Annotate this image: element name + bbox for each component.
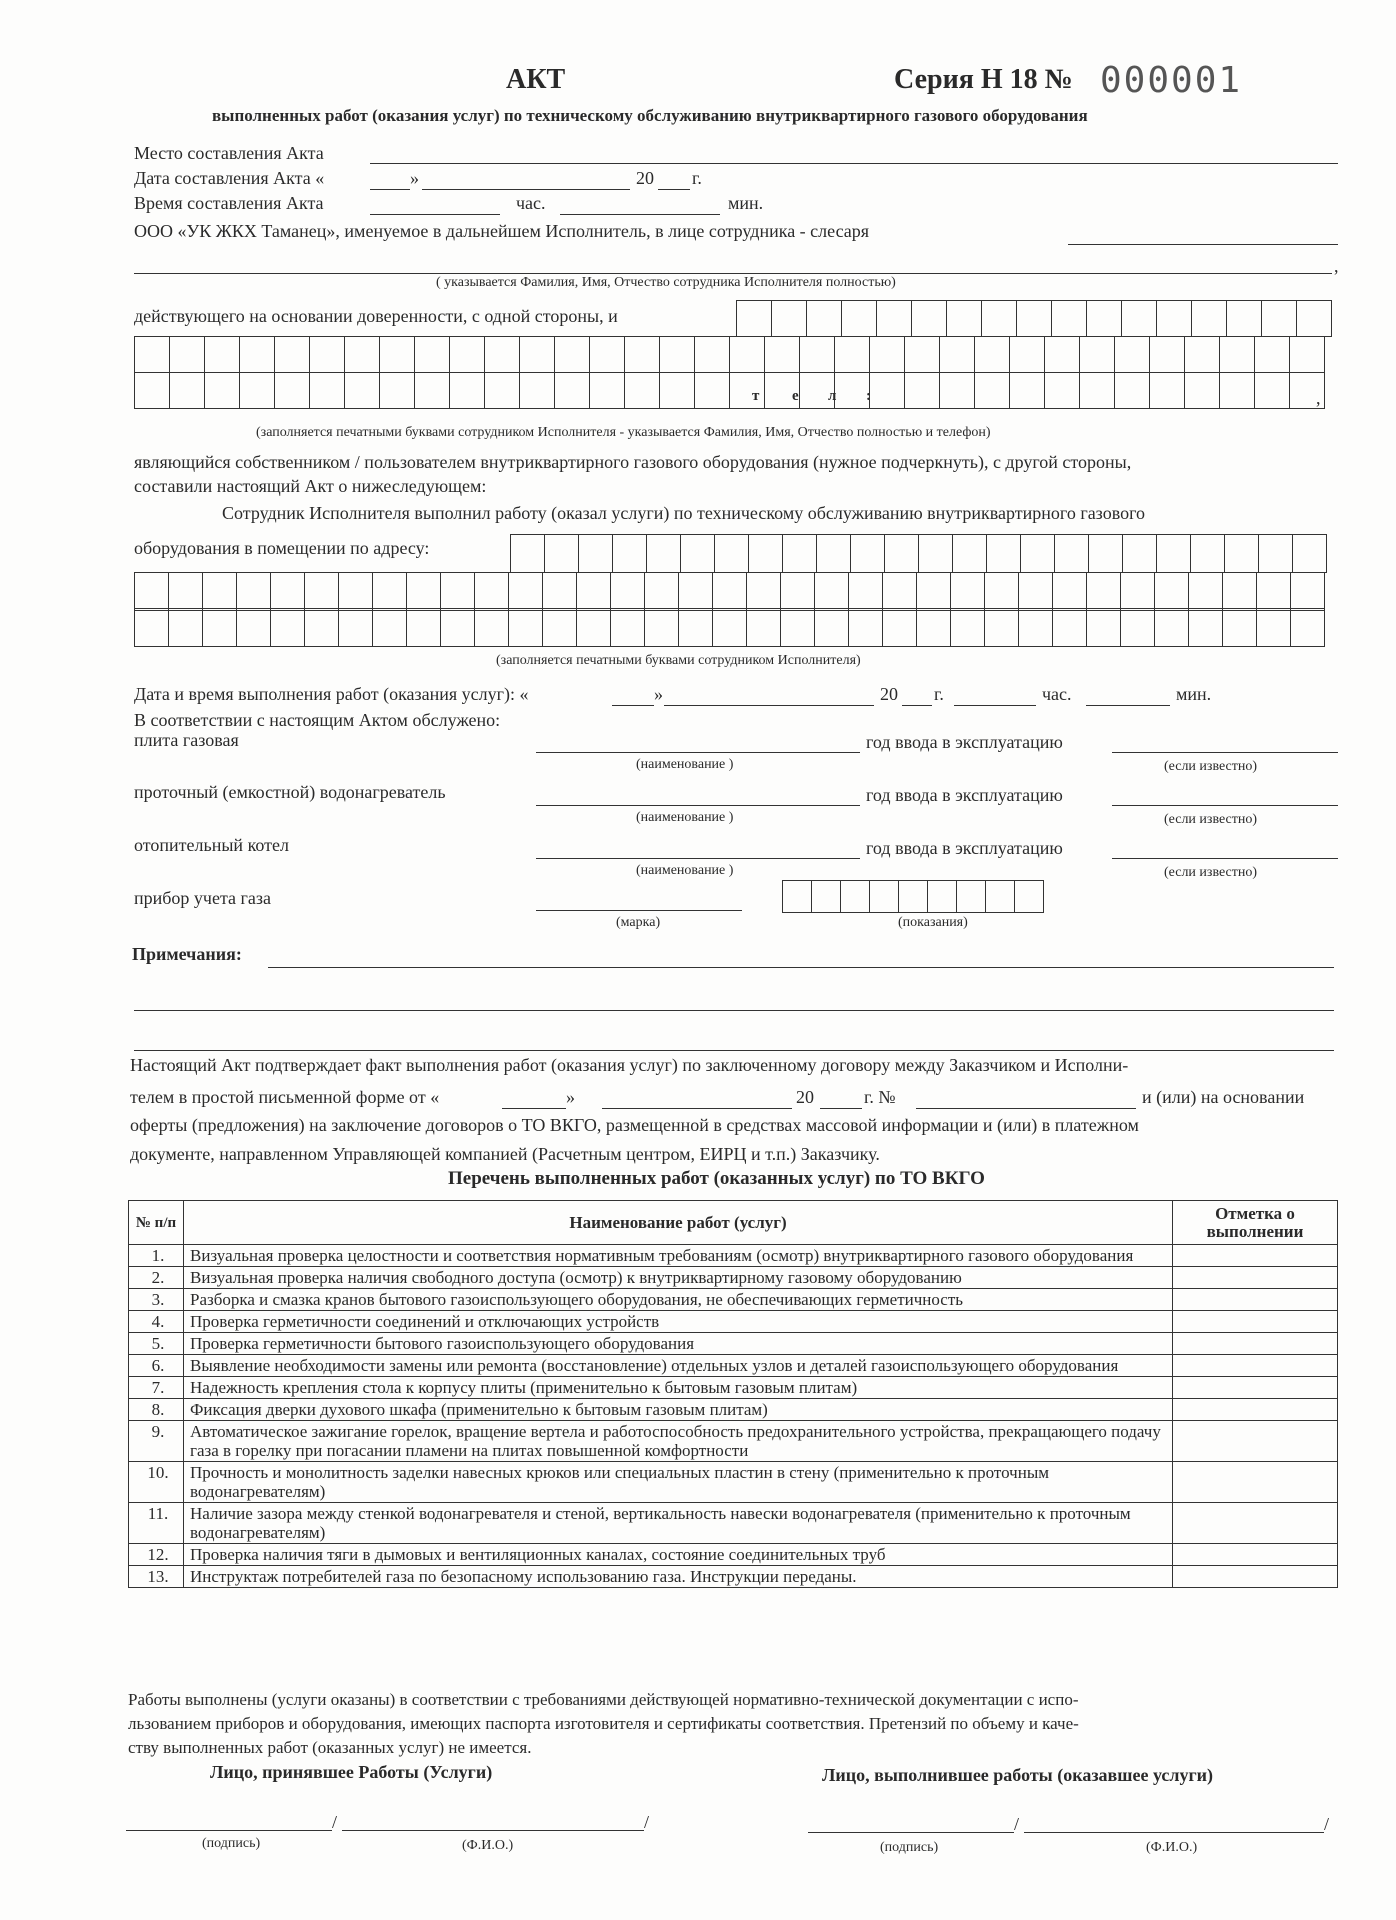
heater-if-known: (если известно) [1164,812,1258,827]
footer-line-2: льзованием приборов и оборудования, имеющих паспорта изготовителя и сертификаты соответствия. Претензий по объему и каче- [128,1714,1079,1733]
row-number: 12. [129,1544,184,1566]
work-close-quote: » [654,684,663,704]
contract-number-field[interactable] [916,1108,1136,1109]
row-number: 5. [129,1333,184,1355]
row-number: 11. [129,1503,184,1544]
table-row [129,1267,1338,1289]
heater-label: проточный (емкостной) водонагреватель [134,782,446,802]
performer-fio-field[interactable] [1024,1832,1324,1833]
row-completion-mark[interactable] [1173,1462,1338,1503]
works-table [128,1200,1338,1588]
minutes-label: мин. [728,193,764,213]
tel-l: л [828,388,837,404]
row-completion-mark[interactable] [1173,1333,1338,1355]
row-number: 4. [129,1311,184,1333]
notes-line-2[interactable] [134,1010,1334,1011]
doc-title: АКТ [506,64,566,95]
work-hours-field[interactable] [954,705,1036,706]
row-completion-mark[interactable] [1173,1544,1338,1566]
row-work-name: Инструктаж потребителей газа по безопасному использованию газа. Инструкции переданы. [184,1566,1173,1588]
table-header-row [129,1201,1338,1245]
row-work-name: Выявление необходимости замены или ремонта (восстановление) отдельных узлов и деталей газоиспользующего оборудования [184,1355,1173,1377]
performer-title: Лицо, выполнившее работы (оказавшее услуги) [822,1765,1214,1785]
owner-line: являющийся собственником / пользователем внутриквартирного газового оборудования (нужное подчеркнуть), с другой стороны, [134,452,1132,472]
table-row [129,1355,1338,1377]
table-row [129,1421,1338,1462]
heater-name-hint: (наименование ) [636,810,734,825]
notes-line-3[interactable] [134,1050,1334,1051]
row-completion-mark[interactable] [1173,1566,1338,1588]
table-row [129,1333,1338,1355]
row-completion-mark[interactable] [1173,1355,1338,1377]
table-row [129,1311,1338,1333]
table-title: Перечень выполненных работ (оказанных услуг) по ТО ВКГО [448,1168,985,1189]
boiler-if-known: (если известно) [1164,865,1258,880]
address-grid-row2[interactable] [134,572,1325,611]
composed-line: составили настоящий Акт о нижеследующем: [134,476,487,496]
stove-year-field[interactable] [1112,752,1338,753]
meter-brand-hint: (марка) [616,915,661,930]
receiver-slash-1: / [332,1812,338,1832]
row-completion-mark[interactable] [1173,1421,1338,1462]
time-label: Время составления Акта [134,193,324,213]
doc-subtitle: выполненных работ (оказания услуг) по техническому обслуживанию внутриквартирного газового оборудования [212,106,1088,125]
date-year-suffix: г. [692,168,702,188]
contract-day-field[interactable] [502,1108,566,1109]
row-work-name: Визуальная проверка целостности и соответствия нормативным требованиям (осмотр) внутриквартирного газового оборудования [184,1245,1173,1267]
work-minutes-label: мин. [1176,684,1212,704]
performer-fio-hint: (Ф.И.О.) [1146,1840,1198,1855]
work-day-field[interactable] [612,705,654,706]
performer-slash-1: / [1014,1814,1020,1834]
row-work-name: Проверка наличия тяги в дымовых и вентиляционных каналах, состояние соединительных труб [184,1544,1173,1566]
confirm-line-2d: г. № [864,1087,896,1107]
row-work-name: Разборка и смазка кранов бытового газоиспользующего оборудования, не обеспечивающих герметичность [184,1289,1173,1311]
row-work-name: Прочность и монолитность заделки навесных крюков или специальных пластин в стену (применительно к проточным водонагревателям) [184,1462,1173,1503]
stove-name-field[interactable] [536,752,860,753]
tel-e: е [792,388,799,404]
boiler-year-field[interactable] [1112,858,1338,859]
row-completion-mark[interactable] [1173,1245,1338,1267]
contract-month-field[interactable] [602,1108,792,1109]
work-month-field[interactable] [664,705,874,706]
row-work-name: Фиксация дверки духового шкафа (применительно к бытовым газовым плитам) [184,1399,1173,1421]
performer-slash-2: / [1324,1814,1330,1834]
address-label: оборудования в помещении по адресу: [134,538,430,558]
table-row [129,1377,1338,1399]
meter-reading-hint: (показания) [898,915,968,930]
executor-fullname-field[interactable] [134,273,1332,274]
row-work-name: Проверка герметичности бытового газоиспользующего оборудования [184,1333,1173,1355]
row-number: 10. [129,1462,184,1503]
employee-line: Сотрудник Исполнителя выполнил работу (оказал услуги) по техническому обслуживанию внутриквартирного газового [222,503,1146,523]
power-of-attorney-label: действующего на основании доверенности, с одной стороны, и [134,306,618,326]
table-row [129,1399,1338,1421]
row-number: 9. [129,1421,184,1462]
footer-line-1: Работы выполнены (услуги оказаны) в соответствии с требованиями действующей нормативно-технической документации с испо- [128,1690,1079,1709]
executor-line: ООО «УК ЖКХ Таманец», именуемое в дальнейшем Исполнитель, в лице сотрудника - слесаря [134,221,870,241]
boiler-label: отопительный котел [134,835,289,855]
date-label: Дата составления Акта « [134,168,325,188]
row-completion-mark[interactable] [1173,1267,1338,1289]
name-grid-row2[interactable] [134,336,1325,373]
date-close-quote: » [410,168,419,188]
row-number: 3. [129,1289,184,1311]
row-completion-mark[interactable] [1173,1311,1338,1333]
work-year-field[interactable] [902,705,932,706]
date-month-field[interactable] [422,189,630,190]
boiler-name-hint: (наименование ) [636,863,734,878]
confirm-line-2b: » [566,1087,575,1107]
row-work-name: Визуальная проверка наличия свободного доступа (осмотр) к внутриквартирному газовому оборудованию [184,1267,1173,1289]
work-hours-label: час. [1042,684,1072,704]
date-day-field[interactable] [370,189,410,190]
table-row [129,1289,1338,1311]
time-hours-field[interactable] [370,214,500,215]
row-completion-mark[interactable] [1173,1399,1338,1421]
comma-2: , [1316,388,1321,408]
address-grid-row3[interactable] [134,608,1325,647]
receiver-fio-field[interactable] [342,1830,644,1831]
row-number: 7. [129,1377,184,1399]
row-number: 8. [129,1399,184,1421]
col-name-header: Наименование работ (услуг) [184,1201,1173,1245]
notes-label: Примечания: [132,944,242,964]
performer-signature-field[interactable] [808,1832,1014,1833]
table-row [129,1544,1338,1566]
heater-name-field[interactable] [536,805,860,806]
work-year-prefix: 20 [880,684,898,704]
notes-line-1[interactable] [268,967,1334,968]
table-row [129,1462,1338,1503]
time-minutes-field[interactable] [560,214,720,215]
performer-signature-hint: (подпись) [880,1840,939,1855]
table-row [129,1566,1338,1588]
work-date-label: Дата и время выполнения работ (оказания услуг): « [134,684,529,704]
tel-t: т [752,388,760,404]
row-completion-mark[interactable] [1173,1503,1338,1544]
hours-label: час. [516,193,546,213]
stove-year-label: год ввода в эксплуатацию [866,732,1063,752]
row-work-name: Наличие зазора между стенкой водонагревателя и стеной, вертикальность навески водонагревателя (применительно к проточным водонагревателям) [184,1503,1173,1544]
meter-reading-grid[interactable] [782,880,1044,913]
fio-hint: ( указывается Фамилия, Имя, Отчество сотрудника Исполнителя полностью) [436,275,896,290]
row-number: 6. [129,1355,184,1377]
receiver-fio-hint: (Ф.И.О.) [462,1838,514,1853]
row-work-name: Проверка герметичности соединений и отключающих устройств [184,1311,1173,1333]
heater-year-field[interactable] [1112,805,1338,806]
receiver-signature-field[interactable] [126,1830,332,1831]
meter-brand-field[interactable] [536,910,742,911]
col-mark-header: Отметка о выполнении [1173,1201,1338,1245]
place-label: Место составления Акта [134,143,324,163]
row-completion-mark[interactable] [1173,1289,1338,1311]
row-number: 13. [129,1566,184,1588]
confirm-line-2c: 20 [796,1087,814,1107]
serviced-label: В соответствии с настоящим Актом обслужено: [134,710,501,730]
executor-name-field[interactable] [1068,244,1338,245]
boiler-name-field[interactable] [536,858,860,859]
footer-line-3: ству выполненных работ (оказанных услуг) не имеется. [128,1738,532,1757]
col-num-header: № п/п [129,1201,184,1245]
stove-name-hint: (наименование ) [636,757,734,772]
stove-if-known: (если известно) [1164,759,1258,774]
place-field[interactable] [370,163,1338,164]
boiler-year-label: год ввода в эксплуатацию [866,838,1063,858]
confirm-line-1: Настоящий Акт подтверждает факт выполнения работ (оказания услуг) по заключенному договору между Заказчиком и Исполни- [130,1055,1129,1075]
row-number: 1. [129,1245,184,1267]
series-number: 000001 [1100,60,1243,101]
date-year-prefix: 20 [636,168,654,188]
work-minutes-field[interactable] [1086,705,1170,706]
row-work-name: Надежность крепления стола к корпусу плиты (применительно к бытовым газовым плитам) [184,1377,1173,1399]
confirm-line-2e: и (или) на основании [1142,1087,1305,1107]
receiver-title: Лицо, принявшее Работы (Услуги) [210,1762,493,1782]
receiver-signature-hint: (подпись) [202,1836,261,1851]
heater-year-label: год ввода в эксплуатацию [866,785,1063,805]
confirm-line-2a: телем в простой письменной форме от « [130,1087,440,1107]
series-label: Серия Н 18 № [894,64,1073,95]
meter-label: прибор учета газа [134,888,272,908]
row-work-name: Автоматическое зажигание горелок, вращение вертела и работоспособность предохранительного устройства, прекращающего подачу газа в горелку при погасании пламени на плитах повышенной комфортности [184,1421,1173,1462]
table-row [129,1503,1338,1544]
comma-1: , [1334,256,1339,276]
address-hint: (заполняется печатными буквами сотрудником Исполнителя) [496,653,861,668]
stove-label: плита газовая [134,730,239,750]
date-year-field[interactable] [658,189,690,190]
name-grid-row1[interactable] [736,300,1332,337]
block-hint: (заполняется печатными буквами сотрудником Исполнителя - указывается Фамилия, Имя, Отчество полностью и телефон) [256,425,991,440]
confirm-line-4: документе, направленном Управляющей компанией (Расчетным центром, ЕИРЦ и т.п.) Заказчику. [130,1144,880,1164]
receiver-slash-2: / [644,1812,650,1832]
row-number: 2. [129,1267,184,1289]
table-row [129,1245,1338,1267]
work-year-suffix: г. [934,684,944,704]
address-grid-row1[interactable] [510,534,1327,573]
name-grid-row3[interactable] [134,372,1325,409]
tel-colon: : [866,388,871,404]
contract-year-field[interactable] [820,1108,862,1109]
row-completion-mark[interactable] [1173,1377,1338,1399]
confirm-line-3: оферты (предложения) на заключение договоров о ТО ВКГО, размещенной в средствах массовой информации и (или) в платежном [130,1115,1139,1135]
